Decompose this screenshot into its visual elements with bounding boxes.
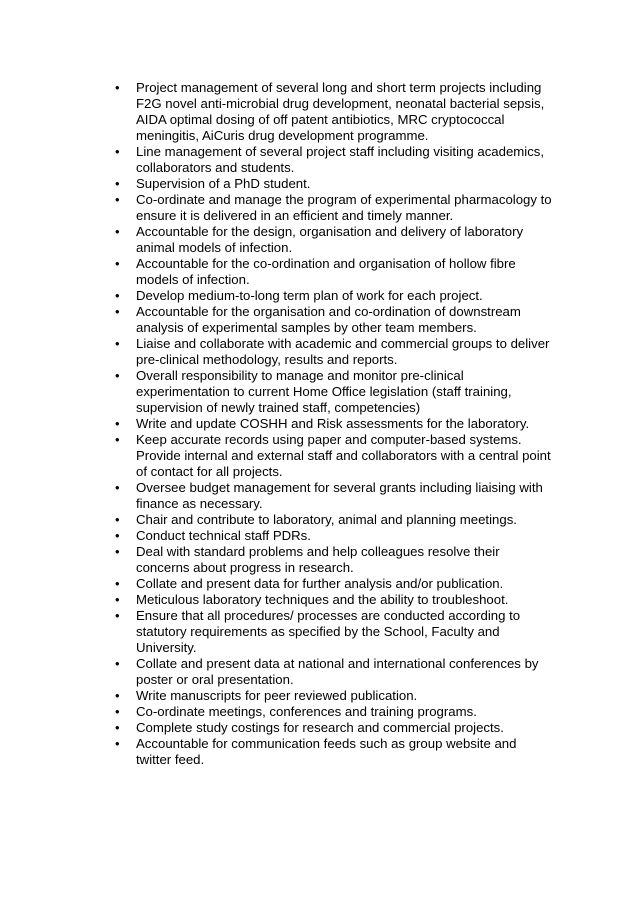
list-item [112, 288, 552, 304]
list-item-text: Liaise and collaborate with academic and commercial groups to deliver pre-clinical methodology, results and reports. [136, 336, 550, 367]
bullet-icon: • [115, 80, 120, 95]
list-item-text: Collate and present data for further analysis and/or publication. [136, 576, 504, 591]
list-item-text: Line management of several project staff including visiting academics, collaborators and students. [136, 144, 545, 175]
list-item [112, 192, 552, 224]
bullet-icon: • [115, 704, 120, 719]
list-item [112, 432, 552, 480]
list-item [112, 544, 552, 576]
list-item-text: Accountable for communication feeds such as group website and twitter feed. [136, 736, 517, 767]
list-item [112, 176, 552, 192]
bullet-icon: • [115, 336, 120, 351]
list-item [112, 736, 552, 768]
list-item-text: Co-ordinate meetings, conferences and training programs. [136, 704, 477, 719]
list-item-text: Ensure that all procedures/ processes are conducted according to statutory requirements as specified by the School, Faculty and University. [136, 608, 521, 655]
bullet-icon: • [115, 656, 120, 671]
list-item-text: Accountable for the organisation and co-ordination of downstream analysis of experimental samples by other team members. [136, 304, 521, 335]
list-item [112, 480, 552, 512]
list-item-text: Accountable for the design, organisation and delivery of laboratory animal models of infection. [136, 224, 524, 255]
list-item-text: Project management of several long and short term projects including F2G novel anti-microbial drug development, neonatal bacterial sepsis, AIDA optimal dosing of off patent antibiotics, MRC cryptococcal meningitis, AiCuris drug development programme. [136, 80, 545, 143]
list-item [112, 528, 552, 544]
list-item-text: Deal with standard problems and help colleagues resolve their concerns about progress in research. [136, 544, 500, 575]
list-item [112, 224, 552, 256]
list-item-text: Meticulous laboratory techniques and the ability to troubleshoot. [136, 592, 509, 607]
list-item [112, 144, 552, 176]
list-item [112, 368, 552, 416]
bullet-icon: • [115, 256, 120, 271]
list-item [112, 688, 552, 704]
bullet-icon: • [115, 304, 120, 319]
list-item [112, 592, 552, 608]
list-item [112, 304, 552, 336]
bullet-icon: • [115, 528, 120, 543]
list-item [112, 656, 552, 688]
list-item-text: Write manuscripts for peer reviewed publication. [136, 688, 418, 703]
list-item-text: Write and update COSHH and Risk assessments for the laboratory. [136, 416, 530, 431]
list-item-text: Complete study costings for research and commercial projects. [136, 720, 504, 735]
list-item [112, 256, 552, 288]
bullet-icon: • [115, 736, 120, 751]
bullet-icon: • [115, 688, 120, 703]
list-item [112, 720, 552, 736]
list-item-text: Develop medium-to-long term plan of work for each project. [136, 288, 483, 303]
list-item-text: Oversee budget management for several grants including liaising with finance as necessary. [136, 480, 543, 511]
bullet-icon: • [115, 192, 120, 207]
list-item-text: Co-ordinate and manage the program of experimental pharmacology to ensure it is delivered in an efficient and timely manner. [136, 192, 552, 223]
list-item [112, 336, 552, 368]
bullet-icon: • [115, 720, 120, 735]
bullet-icon: • [115, 432, 120, 447]
bullet-icon: • [115, 576, 120, 591]
responsibilities-list [112, 80, 552, 768]
bullet-icon: • [115, 512, 120, 527]
list-item-text: Keep accurate records using paper and computer-based systems. Provide internal and external staff and collaborators with a central point of contact for all projects. [136, 432, 551, 479]
list-item [112, 576, 552, 592]
bullet-icon: • [115, 592, 120, 607]
bullet-icon: • [115, 544, 120, 559]
bullet-icon: • [115, 288, 120, 303]
bullet-icon: • [115, 416, 120, 431]
list-item-text: Conduct technical staff PDRs. [136, 528, 311, 543]
list-item [112, 704, 552, 720]
list-item-text: Collate and present data at national and international conferences by poster or oral presentation. [136, 656, 539, 687]
list-item-text: Overall responsibility to manage and monitor pre-clinical experimentation to current Home Office legislation (staff training, supervision of newly trained staff, competencies) [136, 368, 512, 415]
list-item-text: Chair and contribute to laboratory, animal and planning meetings. [136, 512, 517, 527]
list-item-text: Accountable for the co-ordination and organisation of hollow fibre models of infection. [136, 256, 516, 287]
bullet-icon: • [115, 176, 120, 191]
bullet-icon: • [115, 608, 120, 623]
bullet-icon: • [115, 144, 120, 159]
bullet-icon: • [115, 224, 120, 239]
bullet-icon: • [115, 480, 120, 495]
list-item [112, 416, 552, 432]
list-item [112, 608, 552, 656]
bullet-icon: • [115, 368, 120, 383]
list-item [112, 80, 552, 144]
list-item [112, 512, 552, 528]
list-item-text: Supervision of a PhD student. [136, 176, 311, 191]
